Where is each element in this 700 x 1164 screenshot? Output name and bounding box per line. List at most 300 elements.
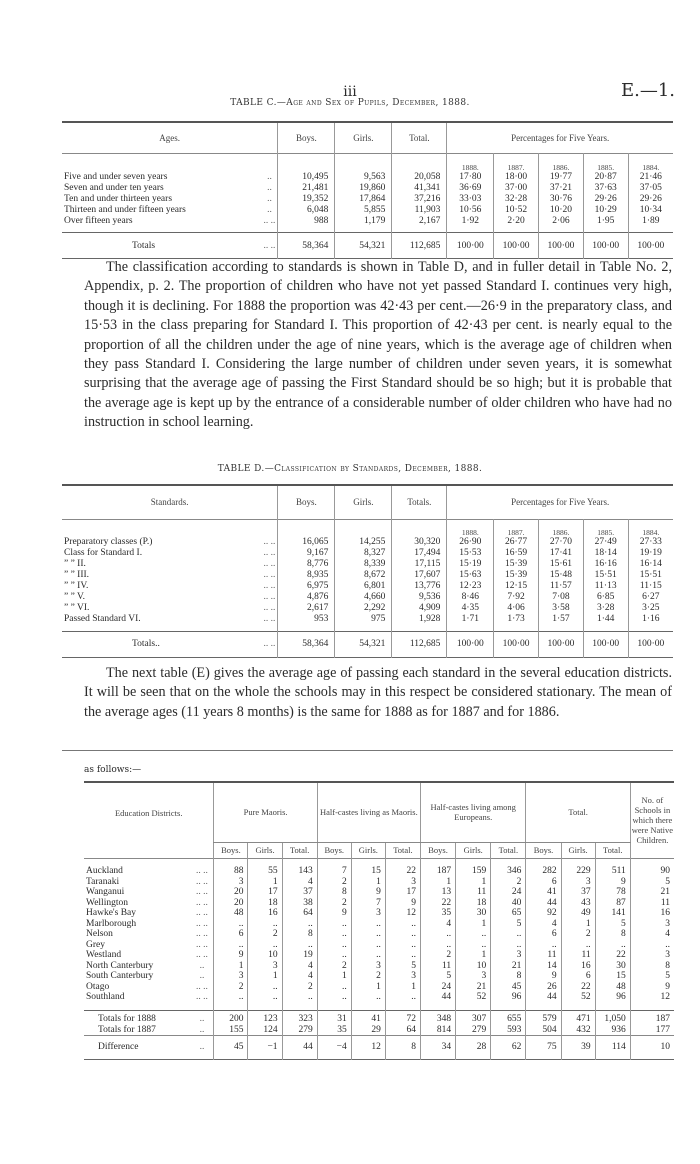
boys-value: 6,048: [278, 205, 335, 216]
row-label: ” ” VI.: [64, 603, 90, 613]
year-label: 1886.: [539, 154, 584, 172]
leader-dots: ..: [199, 971, 205, 981]
cell-value: 48: [214, 908, 248, 919]
spacer: [421, 1003, 456, 1011]
cell-value: 8: [385, 1036, 420, 1060]
cell-value: 279: [282, 1025, 317, 1036]
spacer: [456, 858, 491, 866]
paragraph-classification: [84, 258, 672, 433]
total-value: 30,320: [392, 537, 447, 548]
cell-value: 159: [456, 866, 491, 877]
cell-value: 96: [595, 992, 630, 1003]
table-row: [84, 929, 674, 940]
percentage-value: 3·58: [539, 603, 584, 614]
year-label: 1885.: [583, 519, 628, 537]
total-value: 17,607: [392, 570, 447, 581]
percentage-value: 19·19: [628, 548, 673, 559]
cell-value: 3: [456, 971, 491, 982]
percentage-value: 30·76: [539, 194, 584, 205]
table-row: [62, 614, 673, 625]
percentage-value: 6·27: [628, 592, 673, 603]
cell-value: 21: [630, 887, 674, 898]
cell-value: 187: [630, 1011, 674, 1025]
cell-value: ..: [317, 940, 351, 951]
cell-value: 8: [595, 929, 630, 940]
cell-value: 41: [351, 1011, 385, 1025]
leader-dots: .. ..: [263, 592, 276, 602]
leader-dots: .. ..: [263, 548, 276, 558]
percentage-value: 37·00: [494, 183, 539, 194]
percentage-value: 36·69: [447, 183, 494, 194]
row-label: ” ” V.: [64, 592, 86, 602]
percentage-total: 100·00: [628, 233, 673, 259]
table-row: [62, 559, 673, 570]
cell-value: ..: [630, 940, 674, 951]
cell-value: 96: [491, 992, 526, 1003]
col-he-girls: Girls.: [456, 842, 491, 858]
boys-value: 16,065: [278, 537, 335, 548]
cell-value: 21: [456, 982, 491, 993]
page-reference: E.—1.: [620, 80, 675, 101]
leader-dots: .. ..: [263, 639, 276, 649]
cell-value: ..: [351, 929, 385, 940]
col-girls: Girls.: [335, 122, 392, 154]
girls-total: 54,321: [335, 631, 392, 657]
cell-value: 511: [595, 866, 630, 877]
percentage-total: 100·00: [447, 631, 494, 657]
total-value: 41,341: [392, 183, 447, 194]
year-label: 1887.: [494, 519, 539, 537]
cell-value: 1: [456, 919, 491, 930]
row-label: Thirteen and under fifteen years: [64, 204, 186, 215]
cell-value: 504: [526, 1025, 561, 1036]
cell-value: 143: [282, 866, 317, 877]
cell-value: 593: [491, 1025, 526, 1036]
leader-dots: .. ..: [196, 897, 208, 908]
percentage-total: 100·00: [539, 631, 584, 657]
percentage-value: 4·06: [494, 603, 539, 614]
cell-value: 579: [526, 1011, 561, 1025]
district-label: Hawke's Bay: [86, 908, 136, 918]
district-label: Grey: [86, 939, 105, 950]
col-t-total: Total.: [595, 842, 630, 858]
cell-value: 62: [491, 1036, 526, 1060]
col-half-castes-maoris: Half-castes living as Maoris.: [317, 782, 420, 842]
cell-value: 936: [595, 1025, 630, 1036]
percentage-value: 11·13: [583, 581, 628, 592]
percentage-value: 15·51: [628, 570, 673, 581]
boys-value: 8,776: [278, 559, 335, 570]
leader-dots: .. ..: [263, 537, 276, 547]
cell-value: 7: [351, 898, 385, 909]
paragraph-text: The classification according to standards is shown in Table D, and in fuller detail in Table No. 2, Appendix, p. 2. The proportion of children who have not yet passed Standard I. continues very high, though it is declining. For 1888 the proportion was 42·43 per cent.—26·9 in the preparatory class, and 15·53 in the class preparing for Standard I. This proportion of 42·43 per cent. is nearly equal to the proportion of all the children under the age of nine years, which is the average age of children when they pass Standard I. Considering the large number of children under seven years, it is somewhat surprising that the average age of passing the First Standard should be so high; but it is probable that the average age is kept up by the entrance of a considerable number of older children who have had no instruction in school learning.: [84, 259, 672, 431]
col-education-districts: Education Districts.: [114, 807, 183, 818]
percentage-value: 1·44: [583, 614, 628, 625]
cell-value: 229: [561, 866, 595, 877]
cell-value: 9: [214, 950, 248, 961]
boys-value: 953: [278, 614, 335, 625]
cell-value: 3: [630, 950, 674, 961]
table-row: [62, 194, 673, 205]
cell-value: 3: [630, 919, 674, 930]
percentage-value: 16·16: [583, 559, 628, 570]
cell-value: −4: [317, 1036, 351, 1060]
district-label: Nelson: [86, 929, 113, 939]
col-pm-boys: Boys.: [214, 842, 248, 858]
cell-value: 11: [456, 887, 491, 898]
cell-value: 38: [282, 898, 317, 909]
leader-dots: ..: [267, 182, 272, 193]
boys-value: 988: [278, 216, 335, 227]
district-label: Totals for 1887: [98, 1024, 156, 1035]
cell-value: 12: [385, 908, 420, 919]
cell-value: 2: [317, 961, 351, 972]
girls-value: 2,292: [335, 603, 392, 614]
spacer: [351, 858, 385, 866]
cell-value: 37: [561, 887, 595, 898]
page-number: iii: [343, 84, 357, 100]
table-row: [62, 548, 673, 559]
cell-value: ..: [351, 940, 385, 951]
total-value: 1,928: [392, 614, 447, 625]
cell-value: 2: [214, 982, 248, 993]
year-row: [62, 519, 673, 537]
percentage-total: 100·00: [539, 233, 584, 259]
percentage-value: 6·85: [583, 592, 628, 603]
percentage-value: 2·06: [539, 216, 584, 227]
col-hm-total: Total.: [385, 842, 420, 858]
cell-value: 323: [282, 1011, 317, 1025]
row-label: Passed Standard VI.: [64, 614, 141, 624]
cell-value: 1: [248, 877, 282, 888]
table-row: [84, 992, 674, 1003]
cell-value: 1: [351, 982, 385, 993]
spacer: [62, 519, 278, 537]
girls-value: 9,563: [335, 172, 392, 183]
cell-value: 10: [456, 961, 491, 972]
cell-value: 1: [421, 877, 456, 888]
year-label: 1886.: [539, 519, 584, 537]
cell-value: 44: [526, 992, 561, 1003]
percentage-value: 10·29: [583, 205, 628, 216]
cell-value: 124: [248, 1025, 282, 1036]
cell-value: 43: [561, 898, 595, 909]
spacer: [84, 1003, 214, 1011]
cell-value: 1: [456, 950, 491, 961]
total-value: 2,167: [392, 216, 447, 227]
cell-value: 40: [491, 898, 526, 909]
col-t-girls: Girls.: [561, 842, 595, 858]
total-value: 17,494: [392, 548, 447, 559]
leader-dots: .. ..: [263, 614, 276, 624]
spacer: [351, 1003, 385, 1011]
cell-value: 20: [214, 898, 248, 909]
cell-value: 5: [491, 919, 526, 930]
girls-total: 54,321: [335, 233, 392, 259]
cell-value: 52: [456, 992, 491, 1003]
col-girls: Girls.: [335, 485, 392, 519]
cell-value: 3: [214, 971, 248, 982]
cell-value: 26: [526, 982, 561, 993]
cell-value: ..: [456, 929, 491, 940]
spacer: [278, 519, 335, 537]
cell-value: 72: [385, 1011, 420, 1025]
girls-value: 17,864: [335, 194, 392, 205]
col-hm-girls: Girls.: [351, 842, 385, 858]
percentage-value: 10·52: [494, 205, 539, 216]
year-label: 1885.: [583, 154, 628, 172]
spacer: [282, 858, 317, 866]
cell-value: 64: [282, 908, 317, 919]
spacer: [335, 154, 392, 172]
table-c-title-rest: Age and Sex of Pupils, December, 1888.: [286, 98, 470, 108]
cell-value: 141: [595, 908, 630, 919]
cell-value: 1: [317, 971, 351, 982]
cell-value: 3: [491, 950, 526, 961]
cell-value: 346: [491, 866, 526, 877]
percentage-value: 37·63: [583, 183, 628, 194]
percentage-value: 17·41: [539, 548, 584, 559]
cell-value: 17: [385, 887, 420, 898]
percentage-total: 100·00: [494, 631, 539, 657]
cell-value: 11: [630, 898, 674, 909]
table-row: [84, 908, 674, 919]
cell-value: 2: [421, 950, 456, 961]
cell-value: ..: [526, 940, 561, 951]
cell-value: 18: [456, 898, 491, 909]
cell-value: 4: [282, 971, 317, 982]
spacer: [248, 858, 282, 866]
leader-dots: .. ..: [196, 866, 208, 876]
percentage-value: 10·20: [539, 205, 584, 216]
district-label: Southland: [86, 992, 125, 1002]
percentage-value: 21·46: [628, 172, 673, 183]
cell-value: 282: [526, 866, 561, 877]
percentage-value: 37·05: [628, 183, 673, 194]
total-value: 17,115: [392, 559, 447, 570]
table-row: [84, 940, 674, 951]
col-boys: Boys.: [278, 485, 335, 519]
cell-value: 177: [630, 1025, 674, 1036]
district-label: Marlborough: [86, 918, 137, 929]
cell-value: 3: [214, 877, 248, 888]
cell-value: ..: [385, 919, 420, 930]
percentage-total: 100·00: [494, 233, 539, 259]
leader-dots: .. ..: [263, 570, 276, 580]
boys-value: 4,876: [278, 592, 335, 603]
cell-value: 22: [595, 950, 630, 961]
girls-value: 8,327: [335, 548, 392, 559]
leader-dots: .. ..: [263, 603, 276, 613]
spacer: [491, 1003, 526, 1011]
leader-dots: .. ..: [263, 581, 276, 591]
row-label: Five and under seven years: [64, 171, 168, 182]
cell-value: 4: [282, 961, 317, 972]
cell-value: 64: [385, 1025, 420, 1036]
cell-value: 48: [595, 982, 630, 993]
spacer: [214, 858, 248, 866]
table-row: [84, 898, 674, 909]
cell-value: ..: [595, 940, 630, 951]
cell-value: 45: [491, 982, 526, 993]
cell-value: 4: [630, 929, 674, 940]
percentage-value: 19·77: [539, 172, 584, 183]
col-ages: Ages.: [159, 133, 181, 143]
boys-value: 21,481: [278, 183, 335, 194]
percentage-value: 16·59: [494, 548, 539, 559]
total-value: 4,909: [392, 603, 447, 614]
leader-dots: .. ..: [196, 887, 208, 897]
table-row: [62, 172, 673, 183]
cell-value: 1: [456, 877, 491, 888]
grand-total: 112,685: [392, 631, 447, 657]
cell-value: 75: [526, 1036, 561, 1060]
boys-value: 10,495: [278, 172, 335, 183]
table-row: [84, 961, 674, 972]
spacer: [62, 154, 278, 172]
spacer: [595, 1003, 630, 1011]
leader-dots: .. ..: [263, 559, 276, 569]
cell-value: 8: [491, 971, 526, 982]
percentage-value: 17·80: [447, 172, 494, 183]
table-row: [62, 603, 673, 614]
table-row: [84, 919, 674, 930]
cell-value: 55: [248, 866, 282, 877]
cell-value: 4: [421, 919, 456, 930]
total-value: 11,903: [392, 205, 447, 216]
spacer: [630, 1003, 674, 1011]
district-label: Difference: [98, 1042, 139, 1053]
cell-value: ..: [351, 992, 385, 1003]
cell-value: ..: [421, 940, 456, 951]
cell-value: ..: [351, 950, 385, 961]
table-row: [84, 877, 674, 888]
district-label: Taranaki: [86, 876, 120, 887]
col-percentages: Percentages for Five Years.: [447, 485, 673, 519]
girls-value: 8,672: [335, 570, 392, 581]
cell-value: 16: [561, 961, 595, 972]
totals-row: [62, 233, 673, 259]
cell-value: ..: [317, 919, 351, 930]
spacer: [526, 858, 561, 866]
percentage-value: 7·08: [539, 592, 584, 603]
table-row: [84, 950, 674, 961]
cell-value: 11: [561, 950, 595, 961]
cell-value: 1: [248, 971, 282, 982]
girls-value: 6,801: [335, 581, 392, 592]
spacer: [595, 858, 630, 866]
district-label: Auckland: [86, 866, 123, 876]
cell-value: 9: [317, 908, 351, 919]
cell-value: 10: [630, 1036, 674, 1060]
percentage-value: 15·48: [539, 570, 584, 581]
table-row: [62, 205, 673, 216]
total-value: 37,216: [392, 194, 447, 205]
cell-value: 2: [561, 929, 595, 940]
row-label: ” ” II.: [64, 559, 86, 569]
cell-value: ..: [561, 940, 595, 951]
totals-1887-row: [84, 1025, 674, 1036]
table-row: [62, 581, 673, 592]
cell-value: 3: [385, 877, 420, 888]
spacer: [561, 858, 595, 866]
percentage-value: 15·51: [583, 570, 628, 581]
cell-value: 45: [214, 1036, 248, 1060]
leader-dots: .. ..: [196, 992, 208, 1002]
percentage-value: 26·90: [447, 537, 494, 548]
table-c: [62, 121, 673, 259]
cell-value: 2: [351, 971, 385, 982]
leader-dots: .. ..: [196, 950, 208, 960]
cell-value: 88: [214, 866, 248, 877]
col-pm-total: Total.: [282, 842, 317, 858]
cell-value: 7: [317, 866, 351, 877]
cell-value: 21: [491, 961, 526, 972]
row-label: ” ” IV.: [64, 581, 89, 591]
leader-dots: .. ..: [196, 939, 208, 950]
percentage-value: 32·28: [494, 194, 539, 205]
totals-label: Totals..: [132, 639, 160, 649]
cell-value: 8: [630, 961, 674, 972]
percentage-value: 27·70: [539, 537, 584, 548]
totals-label: Totals: [132, 240, 156, 251]
col-no-of-schools: No. of Schools in which there were Native Children.: [630, 782, 674, 858]
spacer: [84, 858, 214, 866]
total-value: 20,058: [392, 172, 447, 183]
cell-value: 90: [630, 866, 674, 877]
percentage-value: 12·15: [494, 581, 539, 592]
cell-value: 24: [421, 982, 456, 993]
cell-value: 14: [526, 961, 561, 972]
percentage-value: 3·28: [583, 603, 628, 614]
cell-value: 123: [248, 1011, 282, 1025]
cell-value: 34: [421, 1036, 456, 1060]
district-label: Wellington: [86, 897, 128, 908]
table-row: [62, 216, 673, 227]
spacer: [392, 154, 447, 172]
cell-value: 3: [351, 908, 385, 919]
spacer: [248, 1003, 282, 1011]
girls-value: 4,660: [335, 592, 392, 603]
spacer: [561, 1003, 595, 1011]
table-c-title-prefix: TABLE C.—: [230, 98, 287, 108]
table-row: [62, 537, 673, 548]
cell-value: 9: [595, 877, 630, 888]
cell-value: 9: [630, 982, 674, 993]
as-follows-label: as follows:—: [84, 765, 142, 775]
row-label: Class for Standard I.: [64, 548, 143, 558]
cell-value: ..: [248, 982, 282, 993]
cell-value: 41: [526, 887, 561, 898]
percentage-total: 100·00: [447, 233, 494, 259]
spacer: [491, 858, 526, 866]
col-totals: Totals.: [392, 485, 447, 519]
cell-value: 35: [421, 908, 456, 919]
totals-row: [62, 631, 673, 657]
col-pure-maoris: Pure Maoris.: [214, 782, 317, 842]
cell-value: 5: [630, 877, 674, 888]
cell-value: 348: [421, 1011, 456, 1025]
cell-value: 3: [351, 961, 385, 972]
cell-value: 2: [317, 898, 351, 909]
table-row: [84, 982, 674, 993]
percentage-value: 8·46: [447, 592, 494, 603]
cell-value: 432: [561, 1025, 595, 1036]
leader-dots: ..: [199, 1042, 205, 1053]
cell-value: ..: [214, 992, 248, 1003]
cell-value: ..: [248, 940, 282, 951]
cell-value: 19: [282, 950, 317, 961]
